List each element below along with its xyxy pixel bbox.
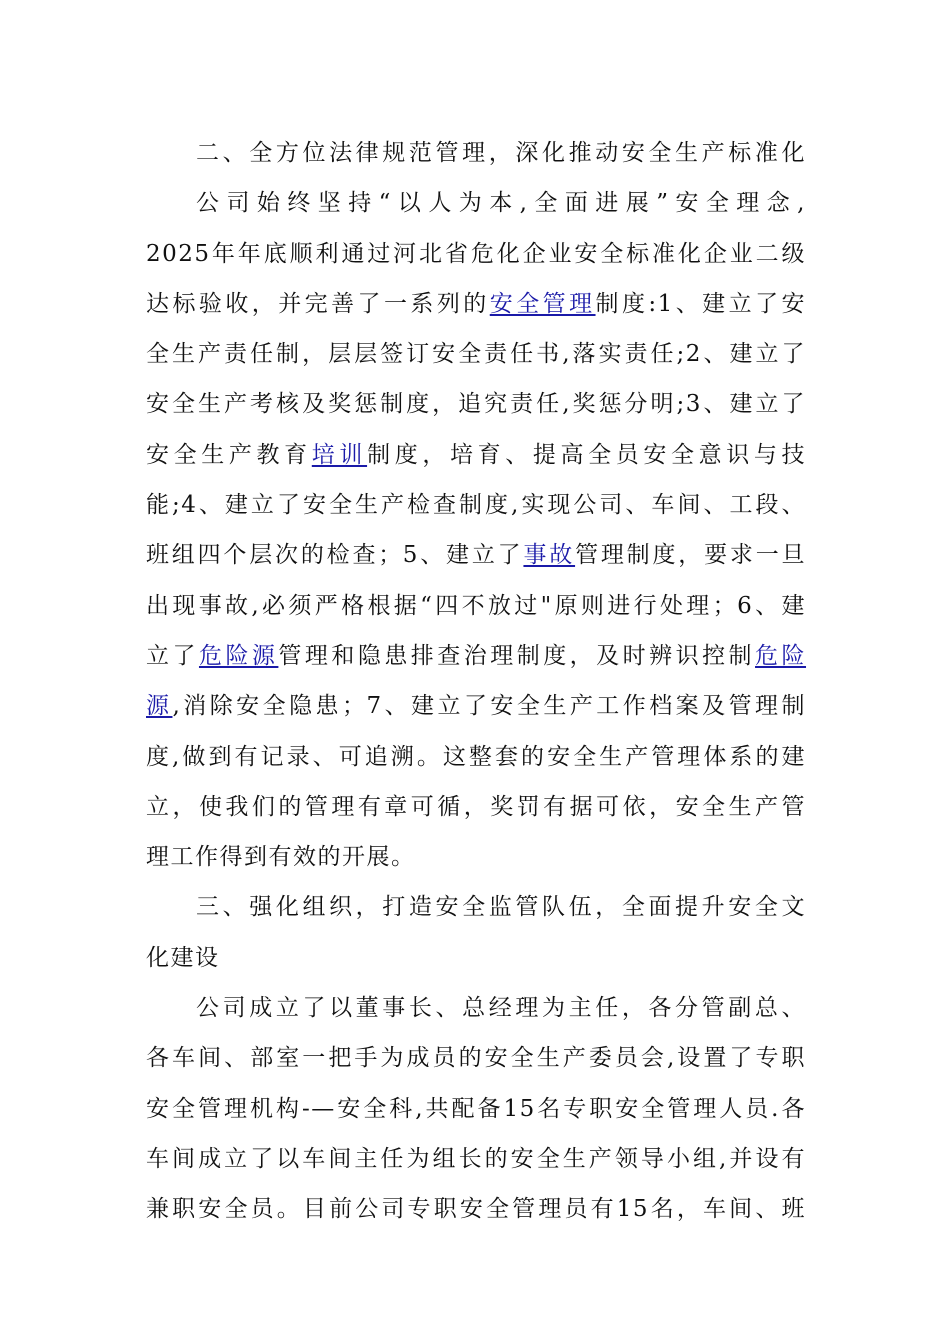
paragraph-1-line-5: 安全生产考核及奖惩制度，追究责任,奖惩分明;3、建立了 xyxy=(146,391,806,418)
link-accident[interactable]: 事故 xyxy=(523,542,576,569)
paragraph-1-line-9: 出现事故,必须严格根据“四不放过"原则进行处理；6、建 xyxy=(146,592,806,619)
paragraph-1-line-4: 全生产责任制，层层签订安全责任书,落实责任;2、建立了 xyxy=(146,341,806,368)
paragraph-2-line-4: 车间成立了以车间主任为组长的安全生产领导小组,并设有 xyxy=(146,1145,806,1172)
paragraph-1-line-11 xyxy=(146,681,806,731)
text-run: 立了 xyxy=(146,642,199,669)
link-safety-management[interactable]: 安全管理 xyxy=(489,290,596,317)
paragraph-1-line-14: 理工作得到有效的开展。 xyxy=(146,844,416,871)
paragraph-1-line-2: 2025年年底顺利通过河北省危化企业安全标准化企业二级 xyxy=(146,240,806,267)
paragraph-2-line-3: 安全管理机构-—安全科,共配备15名专职安全管理人员.各 xyxy=(146,1095,806,1122)
link-hazard-source[interactable]: 危险源 xyxy=(198,642,279,669)
paragraph-1-line-10 xyxy=(146,631,806,681)
text-run: 制度:1、建立了安 xyxy=(595,290,807,317)
text-run: 班组四个层次的检查；5、建立了 xyxy=(146,542,524,569)
document-body xyxy=(146,128,806,1235)
link-training[interactable]: 培训 xyxy=(311,441,368,468)
paragraph-1-line-7: 能;4、建立了安全生产检查制度,实现公司、车间、工段、 xyxy=(146,492,806,519)
text-run: ,消除安全隐患；7、建立了安全生产工作档案及管理制 xyxy=(172,693,806,720)
paragraph-1-line-3 xyxy=(146,279,806,329)
text-run: 制度，培育、提高全员安全意识与技 xyxy=(367,441,807,468)
paragraph-2-line-2: 各车间、部室一把手为成员的安全生产委员会,设置了专职 xyxy=(146,1045,806,1072)
paragraph-1-line-6 xyxy=(146,430,806,480)
text-run: 安全生产教育 xyxy=(146,441,312,468)
paragraph-2-line-1: 公司成立了以董事长、总经理为主任，各分管副总、 xyxy=(196,995,806,1022)
paragraph-1-line-12: 度,做到有记录、可追溯。这整套的安全生产管理体系的建 xyxy=(146,743,806,770)
text-run: 管理制度，要求一旦 xyxy=(575,542,807,569)
text-run: 达标验收，并完善了一系列的 xyxy=(146,290,490,317)
paragraph-1-line-8 xyxy=(146,530,806,580)
paragraph-1-line-13: 立，使我们的管理有章可循，奖罚有据可依，安全生产管 xyxy=(146,793,806,820)
section-heading-3-line-1: 三、强化组织，打造安全监管队伍，全面提升安全文 xyxy=(196,894,806,921)
paragraph-2-line-5: 兼职安全员。目前公司专职安全管理员有15名，车间、班 xyxy=(146,1196,806,1223)
text-run: 管理和隐患排查治理制度，及时辨识控制 xyxy=(278,642,756,669)
section-heading-3-line-2: 化建设 xyxy=(146,944,220,971)
section-heading-2: 二、全方位法律规范管理，深化推动安全生产标准化 xyxy=(196,140,806,166)
link-hazard-source-2a[interactable]: 危险 xyxy=(755,642,807,669)
paragraph-1-line-1: 公司始终坚持“以人为本,全面进展”安全理念, xyxy=(196,190,806,217)
link-hazard-source-2b[interactable]: 源 xyxy=(146,693,173,720)
